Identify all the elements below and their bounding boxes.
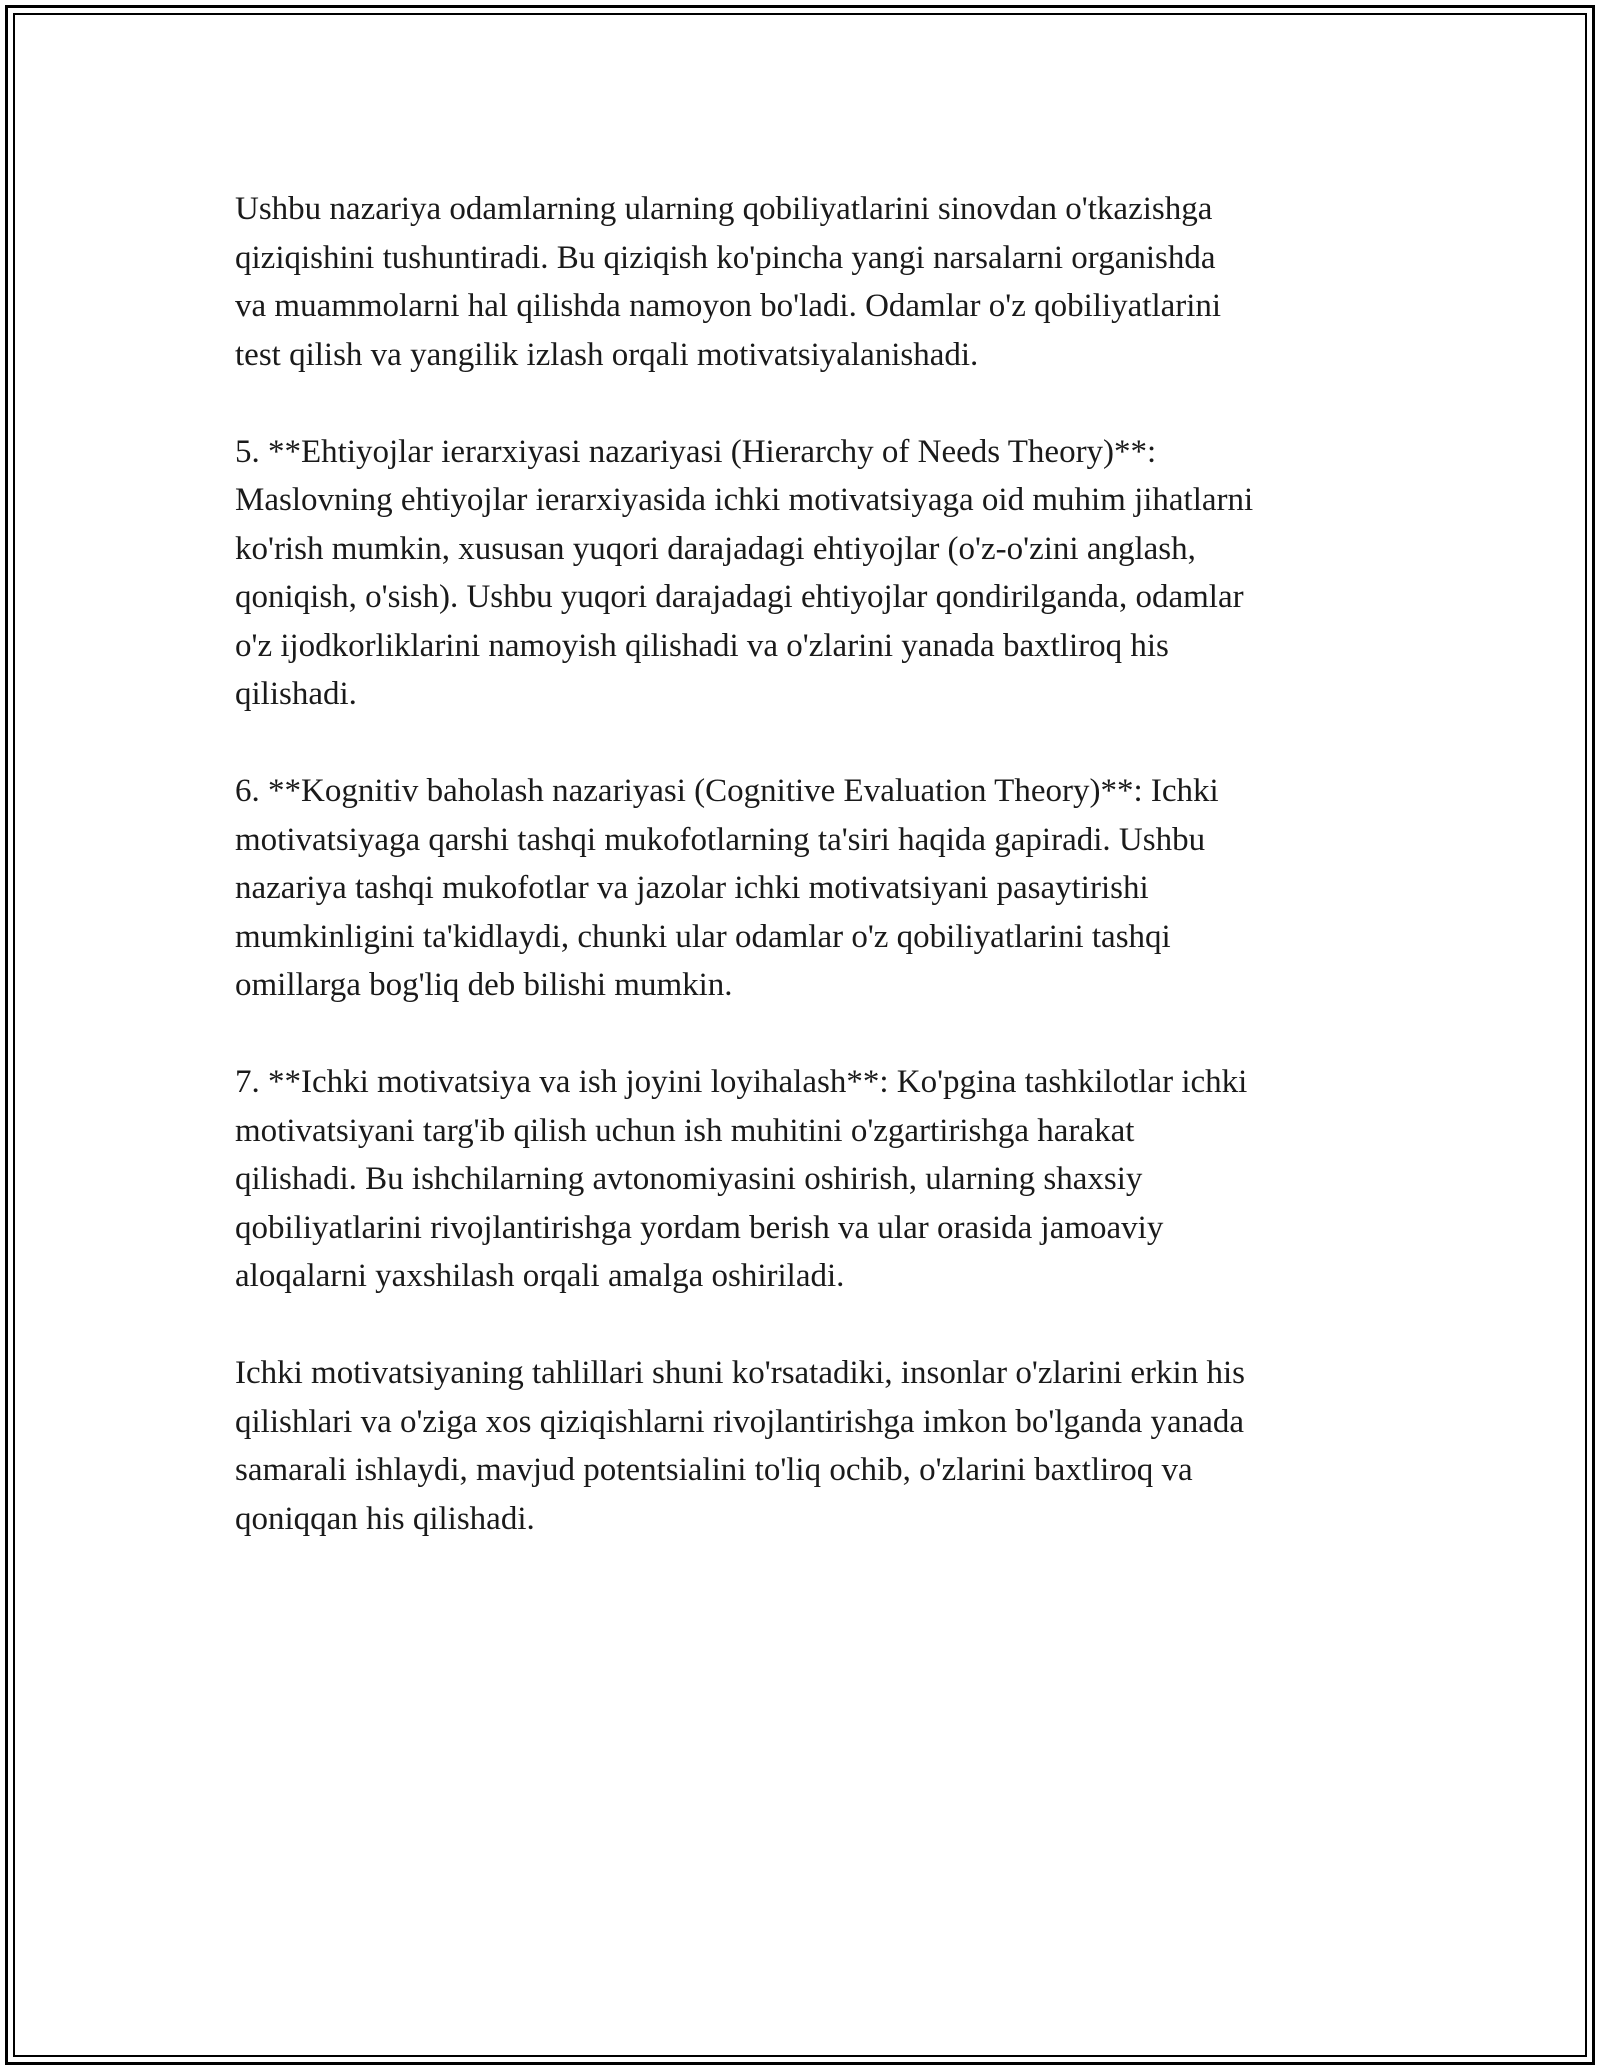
paragraph-cognitive-evaluation: 6. **Kognitiv baholash nazariyasi (Cognitive Evaluation Theory)**: Ichki motivatsiyaga qarshi tashqi mukofotlarning ta'siri haqida gapiradi. Ushbu nazariya tashqi mukofotlar va jazolar ichki motivatsiyani pasaytirishi mumkinligini ta'kidlaydi, chunki ular odamlar o'z qobiliyatlarini tashqi omillarga bog'liq deb bilishi mumkin. xyxy=(235,773,1219,1003)
paragraph-workplace-design: 7. **Ichki motivatsiya va ish joyini loyihalash**: Ko'pgina tashkilotlar ichki motivatsiyani targ'ib qilish uchun ish muhitini o'zgartirishga harakat qilishadi. Bu ishchilarning avtonomiyasini oshirish, ularning shaxsiy qobiliyatlarini rivojlantirishga yordam berish va ular orasida jamoaviy aloqalarni yaxshilash orqali amalga oshiriladi. xyxy=(235,1064,1248,1294)
paragraph-hierarchy-of-needs: 5. **Ehtiyojlar ierarxiyasi nazariyasi (Hierarchy of Needs Theory)**: Maslovning ehtiyojlar ierarxiyasida ichki motivatsiyaga oid muhim jihatlarni ko'rish mumkin, xususan yuqori darajadagi ehtiyojlar (o'z-o'zini anglash, qoniqish, o'sish). Ushbu yuqori darajadagi ehtiyojlar qondirilganda, odamlar o'z ijodkorliklarini namoyish qilishadi va o'zlarini yanada baxtliroq his qilishadi. xyxy=(235,433,1254,712)
document-body xyxy=(235,185,1385,1543)
paragraph-conclusion: Ichki motivatsiyaning tahlillari shuni ko'rsatadiki, insonlar o'zlarini erkin his qilishlari va o'ziga xos qiziqishlarni rivojlantirishga imkon bo'lganda yanada samarali ishlaydi, mavjud potentsialini to'liq ochib, o'zlarini baxtliroq va qoniqqan his qilishadi. xyxy=(235,1355,1245,1537)
paragraph-curiosity-theory: Ushbu nazariya odamlarning ularning qobiliyatlarini sinovdan o'tkazishga qiziqishini tushuntiradi. Bu qiziqish ko'pincha yangi narsalarni organishda va muammolarni hal qilishda namoyon bo'ladi. Odamlar o'z qobiliyatlarini test qilish va yangilik izlash orqali motivatsiyalanishadi. xyxy=(235,191,1222,373)
